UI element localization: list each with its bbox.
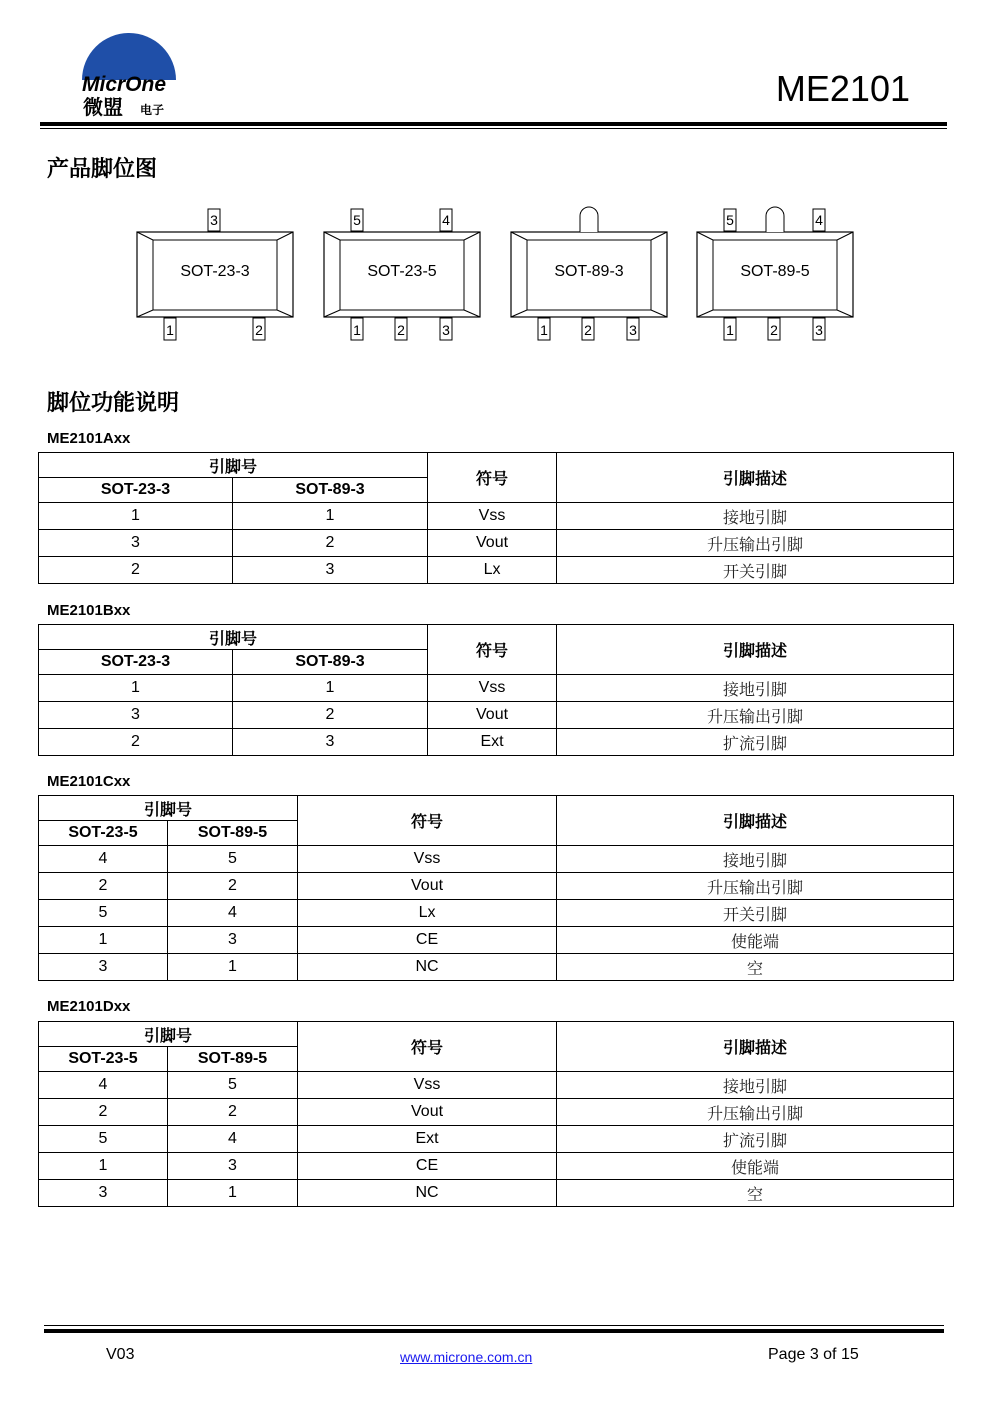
logo-sub: 电子 [140,103,165,117]
pin-table-me2101dxx [38,1021,954,1207]
description: 扩流引脚 [557,729,954,756]
pin-a: 1 [39,1153,168,1180]
pin-b: 2 [233,702,428,729]
document-title: ME2101 [775,68,910,109]
header-pin-no: 引脚号 [39,796,298,821]
header-pin-no: 引脚号 [39,1022,298,1047]
model-label: ME2101Cxx [47,773,131,790]
header-pkg-a: SOT-23-3 [39,478,233,503]
table-row [39,675,954,702]
pin-table-me2101bxx [38,624,954,756]
pin-a: 1 [39,503,233,530]
description: 升压输出引脚 [557,702,954,729]
description: 升压输出引脚 [557,873,954,900]
pin-a: 3 [39,530,233,557]
table-row [39,954,954,981]
logo-cn: 微盟 [83,95,123,119]
symbol: Vout [298,873,557,900]
table-row [39,1126,954,1153]
package-name: SOT-23-5 [367,263,437,280]
pin-b: 3 [168,1153,298,1180]
company-logo [78,30,180,120]
pin-a: 4 [39,1072,168,1099]
heat-tab [766,207,784,232]
symbol: Ext [428,729,557,756]
table-row [39,729,954,756]
description: 升压输出引脚 [557,1099,954,1126]
pin-number: 3 [210,212,218,228]
footer-version: V03 [106,1346,135,1363]
header-rule-thin [40,128,947,129]
pin-b: 2 [233,530,428,557]
pin-b: 3 [168,927,298,954]
header-desc: 引脚描述 [557,625,954,675]
pin-b: 3 [233,729,428,756]
pin-b: 5 [168,846,298,873]
pin-a: 2 [39,729,233,756]
symbol: Ext [298,1126,557,1153]
symbol: Vout [428,530,557,557]
table-row [39,1180,954,1207]
description: 开关引脚 [557,900,954,927]
pin-a: 5 [39,1126,168,1153]
description: 使能端 [557,927,954,954]
pin-a: 1 [39,927,168,954]
symbol: Vss [298,1072,557,1099]
pin-number: 3 [815,322,823,338]
package-name: SOT-23-3 [180,263,250,280]
description: 升压输出引脚 [557,530,954,557]
model-label: ME2101Bxx [47,602,131,619]
table-row [39,557,954,584]
header-pkg-a: SOT-23-5 [39,821,168,846]
pin-table-me2101cxx [38,795,954,981]
pin-number: 2 [584,322,592,338]
header-pin-no: 引脚号 [39,453,428,478]
pin-b: 4 [168,900,298,927]
footer-page-number: Page 3 of 15 [768,1346,859,1363]
pin-a: 4 [39,846,168,873]
pin-a: 3 [39,702,233,729]
symbol: Vss [298,846,557,873]
table-row [39,846,954,873]
header-rule-thick [40,122,947,126]
footer-rule-thick [44,1329,944,1333]
table-row [39,1153,954,1180]
description: 开关引脚 [557,557,954,584]
pin-b: 2 [168,1099,298,1126]
symbol: Lx [298,900,557,927]
pin-a: 2 [39,557,233,584]
pin-b: 5 [168,1072,298,1099]
pin-b: 2 [168,873,298,900]
pin-number: 3 [442,322,450,338]
pin-number: 1 [353,322,361,338]
header-desc: 引脚描述 [557,796,954,846]
header-pkg-b: SOT-89-3 [233,478,428,503]
footer-website-link[interactable]: www.microne.com.cn [400,1349,533,1365]
description: 空 [557,954,954,981]
model-label: ME2101Dxx [47,998,131,1015]
section-title-pin-functions: 脚位功能说明 [47,391,180,416]
pin-table-me2101axx [38,452,954,584]
header-pkg-b: SOT-89-5 [168,1047,298,1072]
table-row [39,702,954,729]
pin-a: 1 [39,675,233,702]
section-title-pinout: 产品脚位图 [47,157,158,182]
description: 接地引脚 [557,1072,954,1099]
heat-tab [580,207,598,232]
header-pkg-b: SOT-89-5 [168,821,298,846]
description: 使能端 [557,1153,954,1180]
header-pkg-b: SOT-89-3 [233,650,428,675]
pin-number: 5 [726,212,734,228]
package-sot-89-3 [510,205,670,345]
table-row [39,1072,954,1099]
pin-number: 4 [442,212,450,228]
description: 接地引脚 [557,503,954,530]
pin-number: 1 [540,322,548,338]
symbol: Vout [428,702,557,729]
pin-b: 1 [233,675,428,702]
header-pin-no: 引脚号 [39,625,428,650]
header-symbol: 符号 [298,796,557,846]
pin-b: 3 [233,557,428,584]
table-row [39,1099,954,1126]
symbol: Vss [428,675,557,702]
package-sot-23-3 [136,205,296,345]
description: 接地引脚 [557,846,954,873]
header-symbol: 符号 [428,625,557,675]
logo-text: MicrOne [82,73,167,96]
symbol: Vss [428,503,557,530]
package-name: SOT-89-3 [554,263,624,280]
logo-graphic [78,30,180,120]
description: 空 [557,1180,954,1207]
package-name: SOT-89-5 [740,263,810,280]
pin-number: 4 [815,212,823,228]
package-sot-89-5 [696,205,856,345]
pin-a: 2 [39,1099,168,1126]
table-row [39,873,954,900]
pin-number: 2 [397,322,405,338]
symbol: NC [298,954,557,981]
table-row [39,927,954,954]
pin-a: 5 [39,900,168,927]
description: 接地引脚 [557,675,954,702]
footer-rule-thin [44,1325,944,1326]
header-symbol: 符号 [428,453,557,503]
pin-b: 1 [168,1180,298,1207]
description: 扩流引脚 [557,1126,954,1153]
pin-a: 3 [39,954,168,981]
pin-a: 3 [39,1180,168,1207]
symbol: CE [298,1153,557,1180]
symbol: CE [298,927,557,954]
header-symbol: 符号 [298,1022,557,1072]
model-label: ME2101Axx [47,430,131,447]
pin-number: 2 [770,322,778,338]
header-desc: 引脚描述 [557,453,954,503]
table-row [39,503,954,530]
symbol: Lx [428,557,557,584]
table-row [39,530,954,557]
table-row [39,900,954,927]
header-pkg-a: SOT-23-3 [39,650,233,675]
pin-b: 1 [233,503,428,530]
symbol: Vout [298,1099,557,1126]
pin-number: 2 [255,322,263,338]
pin-number: 1 [166,322,174,338]
pin-b: 1 [168,954,298,981]
symbol: NC [298,1180,557,1207]
header-desc: 引脚描述 [557,1022,954,1072]
pin-number: 3 [629,322,637,338]
header-pkg-a: SOT-23-5 [39,1047,168,1072]
pin-number: 1 [726,322,734,338]
pin-a: 2 [39,873,168,900]
pin-b: 4 [168,1126,298,1153]
package-sot-23-5 [323,205,483,345]
pin-number: 5 [353,212,361,228]
